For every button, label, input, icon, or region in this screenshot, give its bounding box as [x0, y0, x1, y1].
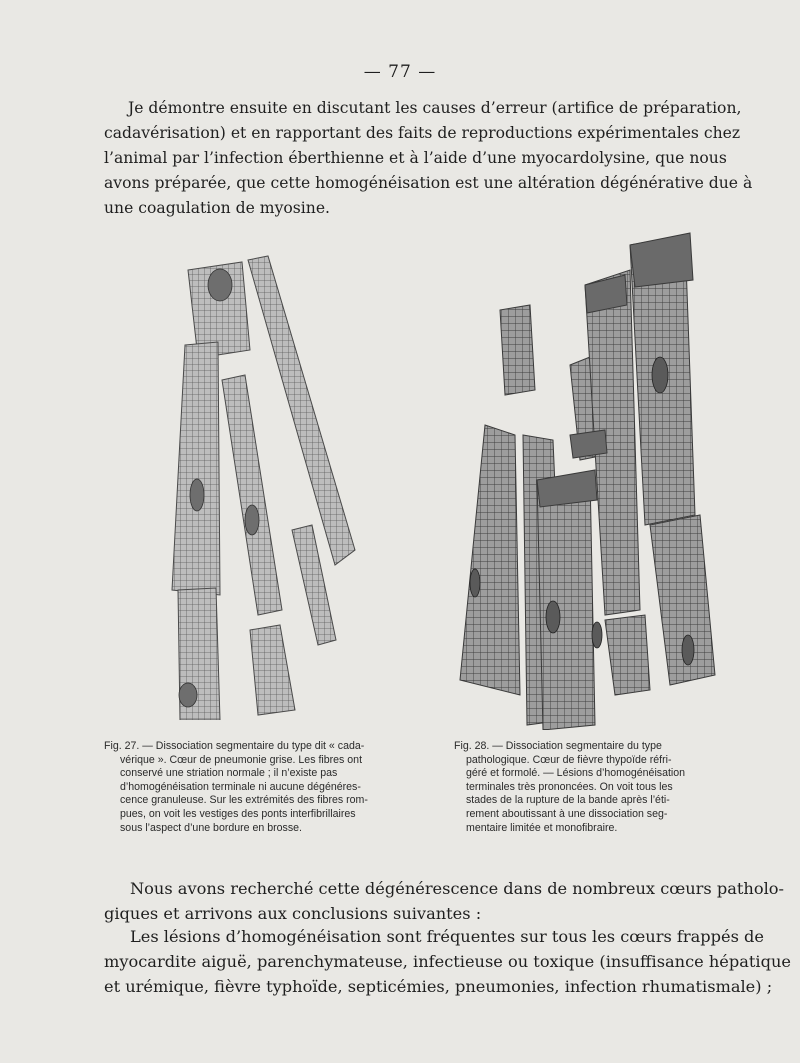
caption-line: pathologique. Cœur de fièvre thypoïde réfri- — [466, 753, 672, 766]
text-line: Les lésions d’homogénéisation sont fréquentes sur tous les cœurs frappés de — [130, 927, 764, 946]
conclusion-main-paragraph — [104, 924, 791, 999]
caption-line: géré et formolé. — Lésions d’homogénéisation — [466, 767, 686, 780]
figure-28-caption — [454, 740, 754, 835]
caption-line: sous l’aspect d’une bordure en brosse. — [120, 821, 302, 834]
caption-line: Fig. 27. — Dissociation segmentaire du type dit « cada- — [104, 740, 365, 752]
figure-27-illustration — [150, 250, 370, 720]
text-line: une coagulation de myosine. — [104, 199, 331, 217]
figure-27-caption — [104, 740, 434, 835]
figure-28-illustration — [445, 225, 725, 730]
caption-line: rement aboutissant à une dissociation seg- — [466, 807, 668, 820]
text-line: myocardite aiguë, parenchymateuse, infectieuse ou toxique (insuffisance hépatique — [104, 952, 791, 971]
caption-line: mentaire limitée et monofibraire. — [466, 821, 618, 834]
caption-line: cence granuleuse. Sur les extrémités des fibres rom- — [120, 794, 368, 807]
text-line: giques et arrivons aux conclusions suivantes : — [104, 904, 482, 923]
page-number: — 77 — — [363, 62, 437, 82]
caption-line: d’homogénéisation terminale ni aucune dégénéres- — [120, 780, 361, 793]
text-line: avons préparée, que cette homogénéisation est une altération dégénérative due à — [104, 174, 753, 192]
text-line: Nous avons recherché cette dégénérescence dans de nombreux cœurs patholo- — [130, 879, 784, 898]
text-line: Je démontre ensuite en discutant les causes d’erreur (artifice de préparation, — [128, 99, 742, 117]
caption-line: vérique ». Cœur de pneumonie grise. Les fibres ont — [120, 753, 363, 766]
caption-line: conservé une striation normale ; il n’existe pas — [120, 767, 338, 780]
text-line: et urémique, fièvre typhoïde, septicémies, pneumonies, infection rhumatismale) ; — [104, 977, 773, 996]
caption-line: Fig. 28. — Dissociation segmentaire du type — [454, 740, 662, 752]
caption-line: stades de la rupture de la bande après l’éti- — [466, 794, 670, 807]
text-line: cadavérisation) et en rapportant des faits de reproductions expérimentales chez — [104, 124, 741, 142]
intro-paragraph — [104, 96, 753, 221]
caption-line: pues, on voit les vestiges des ponts interfibrillaires — [120, 807, 356, 820]
caption-line: terminales très prononcées. On voit tous les — [466, 780, 673, 793]
conclusion-intro-paragraph — [104, 876, 784, 926]
text-line: l’animal par l’infection éberthienne et à l’aide d’une myocardolysine, que nous — [104, 149, 727, 167]
